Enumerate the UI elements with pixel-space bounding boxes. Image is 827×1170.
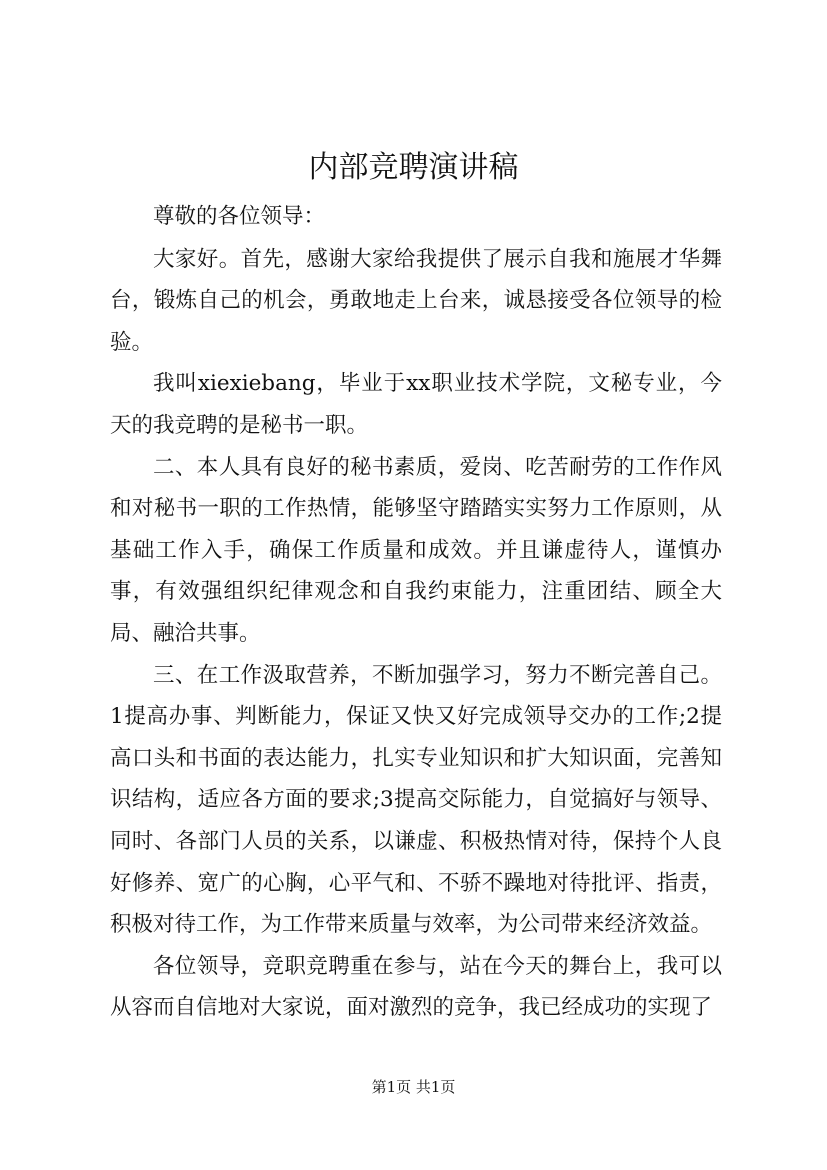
paragraph-closing: 各位领导，竞职竞聘重在参与，站在今天的舞台上，我可以从容而自信地对大家说，面对激烈的竞争，我已经成功的实现了 xyxy=(110,953,722,1021)
document-body xyxy=(110,196,722,1029)
paragraph-introduction: 我叫xiexiebang，毕业于xx职业技术学院，文秘专业，今天的我竞聘的是秘书一职。 xyxy=(110,371,722,438)
paragraph-salutation: 尊敬的各位领导： xyxy=(153,204,326,229)
paragraph-improvement: 三、在工作汲取营养，不断加强学习，努力不断完善自己。1提高办事、判断能力，保证又快又好完成领导交办的工作;2提高口头和书面的表达能力，扎实专业知识和扩大知识面，完善知识结构，适应各方面的要求;3提高交际能力，自觉搞好与领导、同时、各部门人员的关系，以谦虚、积极热情对待，保持个人良好修养、宽广的心胸，心平气和、不骄不躁地对待批评、指责，积极对待工作，为工作带来质量与效率，为公司带来经济效益。 xyxy=(110,662,722,938)
document-title: 内部竞聘演讲稿 xyxy=(308,150,519,185)
page-number-footer: 第1页 共1页 xyxy=(371,1078,456,1096)
paragraph-greeting: 大家好。首先，感谢大家给我提供了展示自我和施展才华舞台，锻炼自己的机会，勇敢地走上台来，诚恳接受各位领导的检验。 xyxy=(110,246,722,355)
paragraph-qualities: 二、本人具有良好的秘书素质，爱岗、吃苦耐劳的工作作风和对秘书一职的工作热情，能够坚守踏踏实实努力工作原则，从基础工作入手，确保工作质量和成效。并且谦虚待人，谨慎办事，有效强组织纪律观念和自我约束能力，注重团结、顾全大局、融洽共事。 xyxy=(110,454,722,646)
